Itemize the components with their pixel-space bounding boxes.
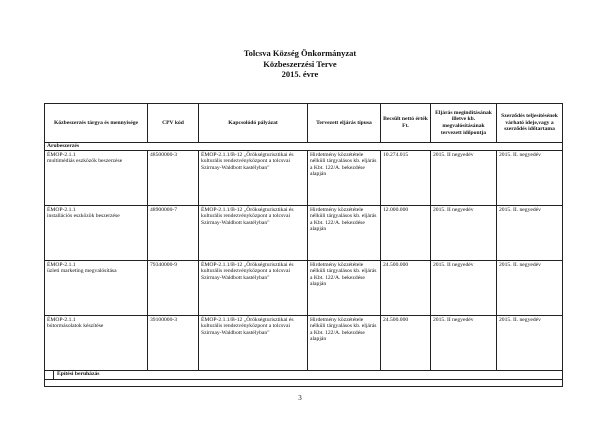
value-cell: 24.500.000 (381, 260, 431, 315)
value-cell: 24.500.000 (381, 315, 431, 370)
tender-cell: ÉMOP-2.1.1/B-12 „Örökségturisztikai és kulturális rendezvényközpont a tolcsvai Szirmay-Waldbott kastélyban" (199, 260, 308, 315)
subject-cell (45, 205, 148, 260)
cpv-cell: 48500000-3 (148, 150, 199, 205)
indent-mark (47, 371, 54, 379)
start-cell: 2015. II negyedév (431, 150, 497, 205)
column-header-start: Eljárás megindításának illetve kb. megvalósításának tervezett időpontja (431, 104, 497, 143)
procedure-cell: Hirdetmény közzététele nélküli tárgyalásos kb. eljárás a Kbt. 122/A. bekezdése alapján (308, 205, 381, 260)
table-row (45, 150, 563, 205)
duration-cell: 2015. II. negyedév (497, 205, 563, 260)
duration-cell: 2015. II. negyedév (497, 150, 563, 205)
column-header-cpv: CPV kód (148, 104, 199, 143)
column-header-value: Becsült nettó érték Ft. (381, 104, 431, 143)
section-row-construction (45, 370, 563, 379)
cpv-cell: 79340000-9 (148, 260, 199, 315)
empty-row (45, 379, 563, 386)
cpv-cell: 48900000-7 (148, 205, 199, 260)
table-row (45, 260, 563, 315)
tender-cell: ÉMOP-2.1.1/B-12 „Örökségturisztikai és kulturális rendezvényközpont a tolcsvai Szirmay-Waldbott kastélyban" (199, 315, 308, 370)
title-line-year: 2015. évre (281, 69, 319, 79)
table-row (45, 205, 563, 260)
subject-text: multimédiás eszközök beszerzése (47, 158, 123, 165)
start-cell: 2015. II negyedév (431, 315, 497, 370)
procedure-cell: Hirdetmény közzététele nélküli tárgyalásos kb. eljárás a Kbt. 122/A. bekezdése alapján (308, 150, 381, 205)
program-code: ÉMOP-2.1.1 (47, 261, 76, 268)
column-header-tender: Kapcsolódó pályázat (199, 104, 308, 143)
procedure-cell: Hirdetmény közzététele nélküli tárgyalásos kb. eljárás a Kbt. 122/A. bekezdése alapján (308, 315, 381, 370)
column-header-procedure: Tervezett eljárás típusa (308, 104, 381, 143)
table-row (45, 315, 563, 370)
section-row-goods (45, 143, 563, 151)
tender-cell: ÉMOP-2.1.1/B-12 „Örökségturisztikai és kulturális rendezvényközpont a tolcsvai Szirmay-Waldbott kastélyban" (199, 150, 308, 205)
subject-cell (45, 315, 148, 370)
table-header-row (45, 104, 563, 143)
duration-cell: 2015. II. negyedév (497, 315, 563, 370)
duration-cell: 2015. II. negyedév (497, 260, 563, 315)
column-header-subject: Közbeszerzés tárgya és mennyisége (45, 104, 148, 143)
title-line-plan: Közbeszerzési Terve (263, 58, 337, 69)
value-cell: 12.000.000 (381, 205, 431, 260)
program-code: ÉMOP-2.1.1 (47, 151, 76, 158)
subject-cell (45, 260, 148, 315)
tender-cell: ÉMOP-2.1.1/B-12 „Örökségturisztikai és kulturális rendezvényközpont a tolcsvai Szirmay-Waldbott kastélyban" (199, 205, 308, 260)
section-label: Árubeszerzés (45, 143, 563, 151)
program-code: ÉMOP-2.1.1 (47, 206, 76, 213)
subject-text: installációs eszközök beszerzése (47, 213, 120, 220)
section-label-text: Építési beruházás (57, 370, 100, 377)
page-number: 3 (298, 394, 302, 402)
section-label (45, 370, 563, 379)
empty-cell (45, 379, 563, 386)
program-code: ÉMOP-2.1.1 (47, 316, 76, 323)
subject-text: bútormásolatok készítése (47, 323, 104, 330)
start-cell: 2015. II negyedév (431, 260, 497, 315)
procedure-cell: Hirdetmény közzététele nélküli tárgyalásos kb. eljárás a Kbt. 122/A. bekezdése alapján (308, 260, 381, 315)
procurement-plan-table (44, 103, 563, 387)
subject-text: üzleti marketing megvalósítása (47, 268, 117, 275)
column-header-duration: Szerződés teljesítésének várható ideje,vagy a szerződés időtartama (497, 104, 563, 143)
title-line-municipality: Tolcsva Község Önkormányzat (243, 48, 357, 58)
value-cell: 10.274.015 (381, 150, 431, 205)
document-title (0, 48, 600, 80)
subject-cell (45, 150, 148, 205)
start-cell: 2015. II negyedév (431, 205, 497, 260)
cpv-cell: 39100000-3 (148, 315, 199, 370)
